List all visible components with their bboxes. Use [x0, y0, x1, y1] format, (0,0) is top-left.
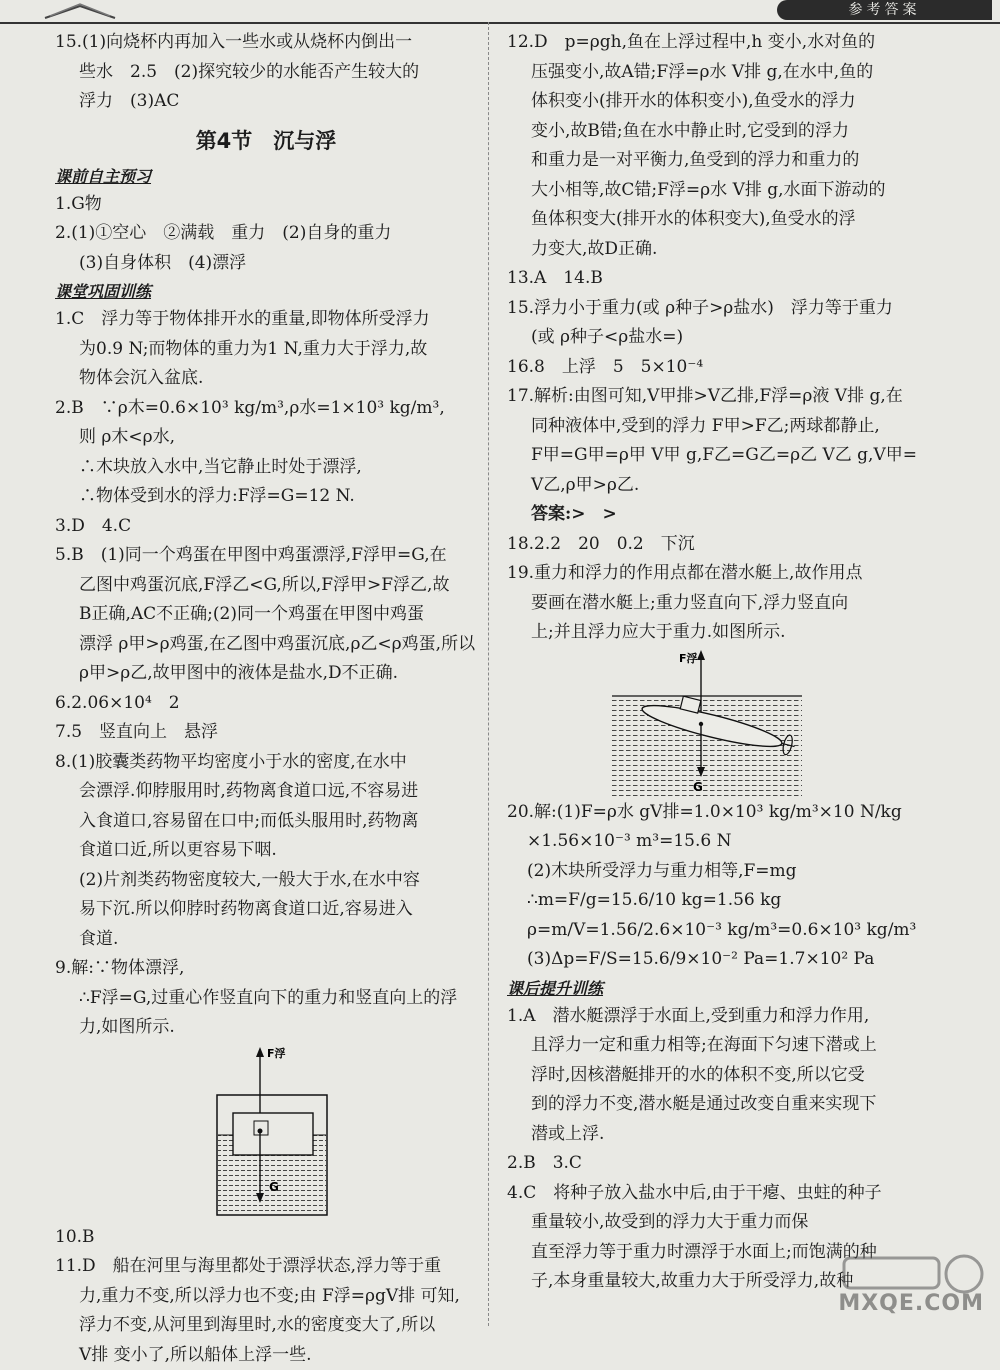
watermark-logo — [824, 1252, 994, 1322]
figure-floating-block — [55, 1043, 477, 1223]
column-divider — [488, 22, 489, 1326]
text-line: 20.解:(1)F=ρ水 gV排=1.0×10³ kg/m³×10 N/kg — [507, 798, 927, 828]
text-line: 直至浮力等于重力时漂浮于水面上;而饱满的种 — [507, 1238, 927, 1268]
text-line: 体积变小(排开水的体积变小),鱼受水的浮力 — [507, 87, 927, 117]
text-line: 15.浮力小于重力(或 ρ种子>ρ盐水) 浮力等于重力 — [507, 294, 927, 324]
text-line: (2)片剂类药物密度较大,一般大于水,在水中容 — [55, 866, 477, 896]
right-column — [507, 28, 927, 1297]
text-line: (3)自身体积 (4)漂浮 — [55, 249, 477, 279]
text-line: 17.解析:由图可知,V甲排>V乙排,F浮=ρ液 V排 g,在 — [507, 382, 927, 412]
label-f-buoyancy: F浮 — [267, 1046, 286, 1060]
text-line: 变小,故B错;鱼在水中静止时,它受到的浮力 — [507, 117, 927, 147]
text-line: 1.G物 — [55, 190, 477, 220]
text-line: 18.2.2 20 0.2 下沉 — [507, 530, 927, 560]
text-line: 易下沉.所以仰脖时药物离食道口近,容易进入 — [55, 895, 477, 925]
text-line: 10.B — [55, 1223, 477, 1253]
text-line: 浮力不变,从河里到海里时,水的密度变大了,所以 — [55, 1311, 477, 1341]
text-line: 要画在潜水艇上;重力竖直向下,浮力竖直向 — [507, 589, 927, 619]
text-line: ∴物体受到水的浮力:F浮=G=12 N. — [55, 482, 477, 512]
label-f-buoyancy: F浮 — [679, 651, 698, 665]
text-line: B正确,AC不正确;(2)同一个鸡蛋在甲图中鸡蛋 — [55, 600, 477, 630]
text-line: 4.C 将种子放入盐水中后,由于干瘪、虫蛀的种子 — [507, 1179, 927, 1209]
floating-block — [233, 1113, 313, 1155]
text-line: 食道口近,所以更容易下咽. — [55, 836, 477, 866]
text-line: 食道. — [55, 925, 477, 955]
header-band — [0, 0, 1000, 24]
heading-classroom: 课堂巩固训练 — [55, 278, 477, 305]
text-line: 16.8 上浮 5 5×10⁻⁴ — [507, 353, 927, 383]
text-line: ρ=m/V=1.56/2.6×10⁻³ kg/m³=0.6×10³ kg/m³ — [507, 916, 927, 946]
text-line: 上;并且浮力应大于重力.如图所示. — [507, 618, 927, 648]
text-line: 鱼体积变大(排开水的体积变大),鱼受水的浮 — [507, 205, 927, 235]
text-line: 到的浮力不变,潜水艇是通过改变自重来实现下 — [507, 1090, 927, 1120]
text-line: 浮时,因核潜艇排开的水的体积不变,所以它受 — [507, 1061, 927, 1091]
text-line: 1.C 浮力等于物体排开水的重量,即物体所受浮力 — [55, 305, 477, 335]
section-title: 第4节 沉与浮 — [55, 121, 477, 161]
text-line: F甲=G甲=ρ甲 V甲 g,F乙=G乙=ρ乙 V乙 g,V甲= — [507, 441, 927, 471]
text-line: 和重力是一对平衡力,鱼受到的浮力和重力的 — [507, 146, 927, 176]
text-line: 潜或上浮. — [507, 1120, 927, 1150]
text-line: 6.2.06×10⁴ 2 — [55, 689, 477, 719]
text-line: 11.D 船在河里与海里都处于漂浮状态,浮力等于重 — [55, 1252, 477, 1282]
text-line: 且浮力一定和重力相等;在海面下匀速下潜或上 — [507, 1031, 927, 1061]
text-line: 19.重力和浮力的作用点都在潜水艇上,故作用点 — [507, 559, 927, 589]
text-line: 力变大,故D正确. — [507, 235, 927, 265]
text-line: V排 变小了,所以船体上浮一些. — [55, 1341, 477, 1370]
header-answer-label: 参考答案 — [777, 0, 992, 20]
text-line: 些水 2.5 (2)探究较少的水能否产生较大的 — [55, 58, 477, 88]
text-line: 8.(1)胶囊类药物平均密度小于水的密度,在水中 — [55, 748, 477, 778]
text-line: 2.B ∵ρ木=0.6×10³ kg/m³,ρ水=1×10³ kg/m³, — [55, 394, 477, 424]
text-line: 2.(1)①空心 ②满载 重力 (2)自身的重力 — [55, 219, 477, 249]
text-line: (2)木块所受浮力与重力相等,F=mg — [507, 857, 927, 887]
text-line: V乙,ρ甲>ρ乙. — [507, 471, 927, 501]
text-line: 子,本身重量较大,故重力大于所受浮力,故种 — [507, 1267, 927, 1297]
text-line: 2.B 3.C — [507, 1149, 927, 1179]
text-line: 同种液体中,受到的浮力 F甲>F乙;两球都静止, — [507, 412, 927, 442]
text-line: 为0.9 N;而物体的重力为1 N,重力大于浮力,故 — [55, 335, 477, 365]
text-line: 力,重力不变,所以浮力也不变;由 F浮=ρgV排 可知, — [55, 1282, 477, 1312]
heading-preview: 课前自主预习 — [55, 163, 477, 190]
text-line: 大小相等,故C错;F浮=ρ水 V排 g,水面下游动的 — [507, 176, 927, 206]
text-line: 物体会沉入盆底. — [55, 364, 477, 394]
text-line: ∴木块放入水中,当它静止时处于漂浮, — [55, 453, 477, 483]
book-logo-icon — [40, 0, 120, 20]
watermark-text: MXQE.COM — [838, 1291, 984, 1316]
text-line: 13.A 14.B — [507, 264, 927, 294]
text-line: (或 ρ种子<ρ盐水=) — [507, 323, 927, 353]
buoyancy-arrowhead-icon — [697, 650, 705, 660]
text-line: (3)Δp=F/S=15.6/9×10⁻² Pa=1.7×10² Pa — [507, 945, 927, 975]
text-line: 1.A 潜水艇漂浮于水面上,受到重力和浮力作用, — [507, 1002, 927, 1032]
text-line: 浮力 (3)AC — [55, 87, 477, 117]
text-line: 乙图中鸡蛋沉底,F浮乙<G,所以,F浮甲>F浮乙,故 — [55, 571, 477, 601]
left-column — [55, 28, 477, 1370]
text-line: 压强变小,故A错;F浮=ρ水 V排 g,在水中,鱼的 — [507, 58, 927, 88]
text-line: ∴F浮=G,过重心作竖直向下的重力和竖直向上的浮 — [55, 984, 477, 1014]
submarine-diagram — [507, 648, 927, 798]
text-line: 力,如图所示. — [55, 1013, 477, 1043]
buoyancy-arrowhead-icon — [256, 1047, 264, 1057]
text-line: 15.(1)向烧杯内再加入一些水或从烧杯内倒出一 — [55, 28, 477, 58]
text-line: 重量较小,故受到的浮力大于重力而保 — [507, 1208, 927, 1238]
text-line: ρ甲>ρ乙,故甲图中的液体是盐水,D不正确. — [55, 659, 477, 689]
text-line: 答案:> > — [507, 500, 927, 530]
text-line: 5.B (1)同一个鸡蛋在甲图中鸡蛋漂浮,F浮甲=G,在 — [55, 541, 477, 571]
text-line: 12.D p=ρgh,鱼在上浮过程中,h 变小,水对鱼的 — [507, 28, 927, 58]
text-line: ×1.56×10⁻³ m³=15.6 N — [507, 827, 927, 857]
text-line: 7.5 竖直向上 悬浮 — [55, 718, 477, 748]
text-line: 3.D 4.C — [55, 512, 477, 542]
heading-after-class: 课后提升训练 — [507, 975, 927, 1002]
text-line: 漂浮 ρ甲>ρ鸡蛋,在乙图中鸡蛋沉底,ρ乙<ρ鸡蛋,所以 — [55, 630, 477, 660]
text-line: ∴m=F/g=15.6/10 kg=1.56 kg — [507, 886, 927, 916]
figure-submarine — [507, 648, 927, 798]
label-g-gravity: G — [269, 1180, 279, 1194]
floating-block-diagram — [55, 1043, 477, 1223]
text-line: 入食道口,容易留在口中;而低头服用时,药物离 — [55, 807, 477, 837]
text-line: 会漂浮.仰脖服用时,药物离食道口远,不容易进 — [55, 777, 477, 807]
label-g-gravity: G — [693, 780, 703, 794]
text-line: 则 ρ木<ρ水, — [55, 423, 477, 453]
text-line: 9.解:∵物体漂浮, — [55, 954, 477, 984]
